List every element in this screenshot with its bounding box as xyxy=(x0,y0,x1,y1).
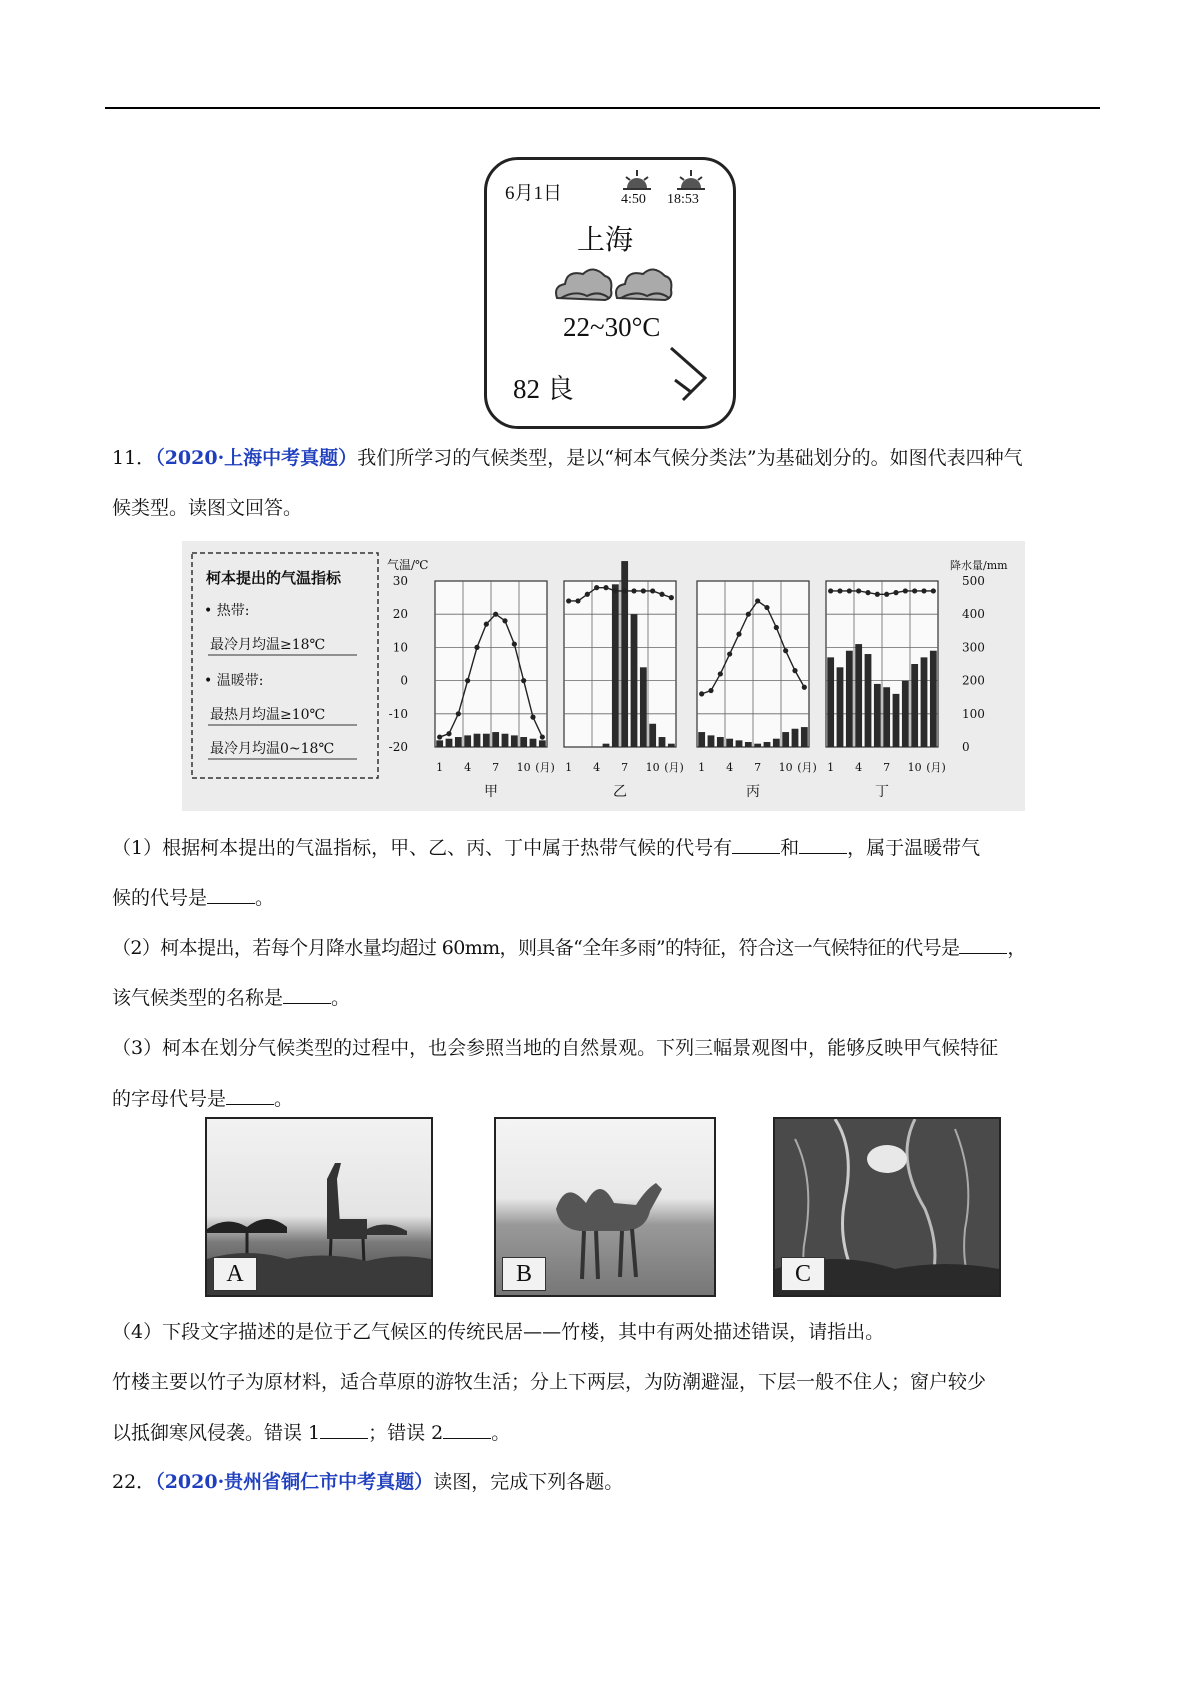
climate-charts xyxy=(182,541,1025,811)
sub1-line2 xyxy=(112,886,274,910)
precip-bar xyxy=(631,614,638,747)
q11-line1 xyxy=(112,447,1023,470)
month-tick-label: 7 xyxy=(621,761,629,774)
sub4-text-a: （4）下段文字描述的是位于乙气候区的传统民居——竹楼，其中有两处描述错误，请指出。 xyxy=(112,1321,885,1343)
climate-figure xyxy=(182,541,1025,811)
sub1-text-d: 候的代号是 xyxy=(112,887,208,909)
temp-tick-label: -10 xyxy=(388,706,408,721)
month-tick-label: (月) xyxy=(797,761,817,774)
temp-point xyxy=(641,588,646,593)
sub1-text-b: 和 xyxy=(780,837,800,859)
precip-bar xyxy=(754,744,761,747)
precip-bar xyxy=(483,734,490,747)
sub1-text-a: （1）根据柯本提出的气温指标，甲、乙、丙、丁中属于热带气候的代号有 xyxy=(112,837,733,859)
precip-bar xyxy=(668,744,675,747)
sub1-text-c: ，属于温暖带气 xyxy=(847,837,981,859)
legend-tropic-label: • 热带: xyxy=(204,603,250,619)
temp-point xyxy=(566,598,571,603)
temp-point xyxy=(502,618,507,623)
month-tick-label: (月) xyxy=(535,761,555,774)
sub3-line2 xyxy=(112,1087,293,1111)
temp-point xyxy=(783,648,788,653)
sub2-text-a: （2）柯本提出，若每个月降水量均超过 60mm，则具备“全年多雨”的特征，符合这一气候特征的代号是 xyxy=(112,937,960,959)
precip-tick-label: 100 xyxy=(962,706,985,721)
precip-bar xyxy=(827,657,834,747)
sub3-text-a: （3）柯本在划分气候类型的过程中，也会参照当地的自然景观。下列三幅景观图中，能够反映甲气候特征 xyxy=(112,1037,999,1059)
legend-temperate-rule1: 最热月均温≥10℃ xyxy=(210,707,326,723)
sub2-line2 xyxy=(112,986,350,1010)
legend-temperate-rule2: 最冷月均温0~18℃ xyxy=(210,741,335,757)
precip-tick-label: 300 xyxy=(962,640,985,655)
header-rule xyxy=(105,107,1100,109)
precip-bar xyxy=(893,694,900,747)
precip-tick-label: 500 xyxy=(962,574,985,588)
precip-bar xyxy=(474,734,481,747)
answer-blank-1c[interactable] xyxy=(207,886,255,904)
wind-icon xyxy=(667,340,711,404)
q11-line2 xyxy=(112,497,302,520)
temp-point xyxy=(669,595,674,600)
month-tick-label: 4 xyxy=(464,761,472,774)
sub2-text-c: 该气候类型的名称是 xyxy=(112,987,284,1009)
month-tick-label: 4 xyxy=(726,761,734,774)
month-tick-label: 10 xyxy=(778,761,793,774)
precip-tick-label: 200 xyxy=(962,673,985,688)
q22-number: 22． xyxy=(112,1471,156,1493)
panel-name: 丙 xyxy=(746,784,760,800)
month-tick-label: 1 xyxy=(827,761,835,774)
q11-stem-1: 我们所学习的气候类型，是以“柯本气候分类法”为基础划分的。如图代表四种气 xyxy=(357,447,1023,469)
month-tick-label: 4 xyxy=(593,761,601,774)
month-tick-label: 10 xyxy=(516,761,531,774)
answer-blank-2b[interactable] xyxy=(283,986,331,1004)
temp-axis-title: 气温/℃ xyxy=(387,558,429,572)
temp-point xyxy=(764,605,769,610)
precip-bar xyxy=(698,732,705,747)
precip-bar xyxy=(801,727,808,747)
legend-tropic-rule: 最冷月均温≥18℃ xyxy=(210,637,326,653)
precip-bar xyxy=(520,737,527,747)
q22-line xyxy=(112,1471,623,1494)
precip-bar xyxy=(446,739,453,747)
precip-bar xyxy=(726,739,733,747)
temp-point xyxy=(465,678,470,683)
precip-bar xyxy=(640,667,647,747)
panel-name: 甲 xyxy=(484,784,498,800)
sub1-text-e: 。 xyxy=(255,887,275,909)
precip-bar xyxy=(455,737,462,747)
q11-source: （2020·上海中考真题） xyxy=(155,447,358,469)
sub2-text-b: ， xyxy=(1007,937,1026,959)
temp-tick-label: 20 xyxy=(392,607,408,622)
answer-blank-1b[interactable] xyxy=(799,836,847,854)
temp-point xyxy=(774,625,779,630)
precip-bar xyxy=(708,735,715,747)
temp-point xyxy=(659,592,664,597)
month-tick-label: 1 xyxy=(436,761,444,774)
photo-label-b: B xyxy=(502,1257,546,1291)
month-tick-label: 7 xyxy=(883,761,891,774)
sub3-text-c: 。 xyxy=(274,1088,294,1110)
temp-point xyxy=(603,585,608,590)
precip-bar xyxy=(837,667,844,747)
temp-tick-label: 10 xyxy=(392,640,408,655)
temp-tick-label: -20 xyxy=(388,740,408,754)
answer-blank-4b[interactable] xyxy=(443,1421,491,1439)
photo-a-savanna xyxy=(205,1117,433,1297)
temp-point xyxy=(875,592,880,597)
precip-bar xyxy=(511,735,518,747)
precip-bar xyxy=(865,654,872,747)
temp-point xyxy=(727,651,732,656)
temp-point xyxy=(613,588,618,593)
q11-stem-2: 候类型。读图文回答。 xyxy=(112,497,303,519)
temp-tick-label: 0 xyxy=(400,673,408,688)
precip-bar xyxy=(792,729,799,747)
legend-title: 柯本提出的气温指标 xyxy=(206,569,342,587)
cloudy-icon xyxy=(551,260,675,304)
precip-bar xyxy=(902,681,909,747)
temp-point xyxy=(585,592,590,597)
precip-tick-label: 400 xyxy=(962,607,985,622)
temp-point xyxy=(903,588,908,593)
month-tick-label: (月) xyxy=(664,761,684,774)
sub2-text-d: 。 xyxy=(331,987,351,1009)
temp-point xyxy=(622,588,627,593)
answer-blank-2a[interactable] xyxy=(959,936,1007,954)
photo-label-c: C xyxy=(781,1257,825,1291)
temp-point xyxy=(540,734,545,739)
temp-point xyxy=(828,588,833,593)
precip-tick-label: 0 xyxy=(962,740,970,754)
month-tick-label: 7 xyxy=(492,761,500,774)
precip-bar xyxy=(436,740,443,747)
precip-bar xyxy=(649,724,656,747)
precip-bar xyxy=(846,651,853,747)
temp-point xyxy=(865,590,870,595)
temp-point xyxy=(884,592,889,597)
temp-point xyxy=(530,715,535,720)
sub1-line1 xyxy=(112,836,980,860)
sub4-line3 xyxy=(112,1421,510,1445)
sub4-line2 xyxy=(112,1371,986,1394)
temp-point xyxy=(847,588,852,593)
month-tick-label: 10 xyxy=(907,761,922,774)
photo-c-forest xyxy=(773,1117,1001,1297)
temp-point xyxy=(575,598,580,603)
precip-bar xyxy=(855,644,862,747)
sub4-text-d: ；错误 2 xyxy=(368,1422,444,1444)
precip-bar xyxy=(773,739,780,747)
q22-source: （2020·贵州省铜仁市中考真题） xyxy=(155,1471,434,1493)
temp-point xyxy=(792,668,797,673)
q11-number: 11． xyxy=(112,447,156,469)
temp-point xyxy=(493,612,498,617)
temp-point xyxy=(512,641,517,646)
temp-point xyxy=(699,691,704,696)
temp-point xyxy=(755,598,760,603)
sub4-text-b: 竹楼主要以竹子为原材料，适合草原的游牧生活；分上下两层，为防潮避湿，下层一般不住人；窗户较少 xyxy=(112,1371,987,1393)
temp-point xyxy=(521,678,526,683)
precip-bar xyxy=(921,657,928,747)
panel-name: 乙 xyxy=(613,784,627,800)
temp-point xyxy=(912,588,917,593)
month-tick-label: 7 xyxy=(754,761,762,774)
temp-point xyxy=(856,588,861,593)
temp-point xyxy=(650,588,655,593)
temp-point xyxy=(437,734,442,739)
precip-bar xyxy=(930,651,937,747)
weather-temperature: 22~30°C xyxy=(563,312,661,342)
temp-point xyxy=(837,588,842,593)
month-tick-label: 1 xyxy=(698,761,706,774)
temp-point xyxy=(474,645,479,650)
legend-temperate-label: • 温暖带: xyxy=(204,673,264,689)
precip-bar xyxy=(874,684,881,747)
precip-bar xyxy=(603,744,610,747)
precip-bar xyxy=(492,732,499,747)
sub3-text-b: 的字母代号是 xyxy=(112,1088,227,1110)
precip-bar xyxy=(659,737,666,747)
precip-bar xyxy=(464,735,471,747)
precip-bar xyxy=(883,687,890,747)
temp-point xyxy=(931,588,936,593)
q22-stem: 读图，完成下列各题。 xyxy=(433,1471,624,1493)
weather-card xyxy=(484,157,736,429)
air-quality: 82 良 xyxy=(513,374,574,404)
temp-point xyxy=(802,685,807,690)
precip-axis-title: 降水量/mm xyxy=(950,559,1008,572)
weather-city: 上海 xyxy=(577,225,634,256)
temp-point xyxy=(746,612,751,617)
precip-bar xyxy=(736,740,743,747)
precip-bar xyxy=(530,739,537,747)
temp-point xyxy=(484,622,489,627)
sunset-icon xyxy=(675,170,707,192)
sub2-line1 xyxy=(112,936,1026,960)
sub3-line1 xyxy=(112,1037,998,1060)
sub4-text-e: 。 xyxy=(491,1422,511,1444)
temp-point xyxy=(456,711,461,716)
temp-point xyxy=(893,590,898,595)
temp-point xyxy=(708,688,713,693)
temp-point xyxy=(921,588,926,593)
precip-bar xyxy=(539,740,546,747)
answer-blank-3[interactable] xyxy=(226,1087,274,1105)
answer-blank-4a[interactable] xyxy=(320,1421,368,1439)
sub4-line1 xyxy=(112,1321,884,1344)
month-tick-label: (月) xyxy=(926,761,946,774)
weather-date: 6月1日 xyxy=(505,183,563,204)
temp-point xyxy=(594,585,599,590)
temp-point xyxy=(631,588,636,593)
panel-name: 丁 xyxy=(875,784,889,800)
month-tick-label: 1 xyxy=(565,761,573,774)
photo-b-desert-camel xyxy=(494,1117,716,1297)
precip-bar xyxy=(764,742,771,747)
month-tick-label: 4 xyxy=(855,761,863,774)
precip-bar xyxy=(717,737,724,747)
answer-blank-1a[interactable] xyxy=(732,836,780,854)
temp-point xyxy=(446,731,451,736)
temp-point xyxy=(718,671,723,676)
month-tick-label: 10 xyxy=(645,761,660,774)
precip-bar xyxy=(612,584,619,747)
sub4-text-c: 以抵御寒风侵袭。错误 1 xyxy=(112,1422,321,1444)
temp-tick-label: 30 xyxy=(392,574,408,588)
photo-label-a: A xyxy=(213,1257,257,1291)
precip-bar xyxy=(502,734,509,747)
precip-bar xyxy=(745,742,752,747)
temp-point xyxy=(736,632,741,637)
precip-bar xyxy=(911,664,918,747)
sunset-time: 18:53 xyxy=(667,192,699,207)
precip-bar xyxy=(782,732,789,747)
sunrise-icon xyxy=(621,170,653,192)
sunrise-time: 4:50 xyxy=(621,192,646,207)
